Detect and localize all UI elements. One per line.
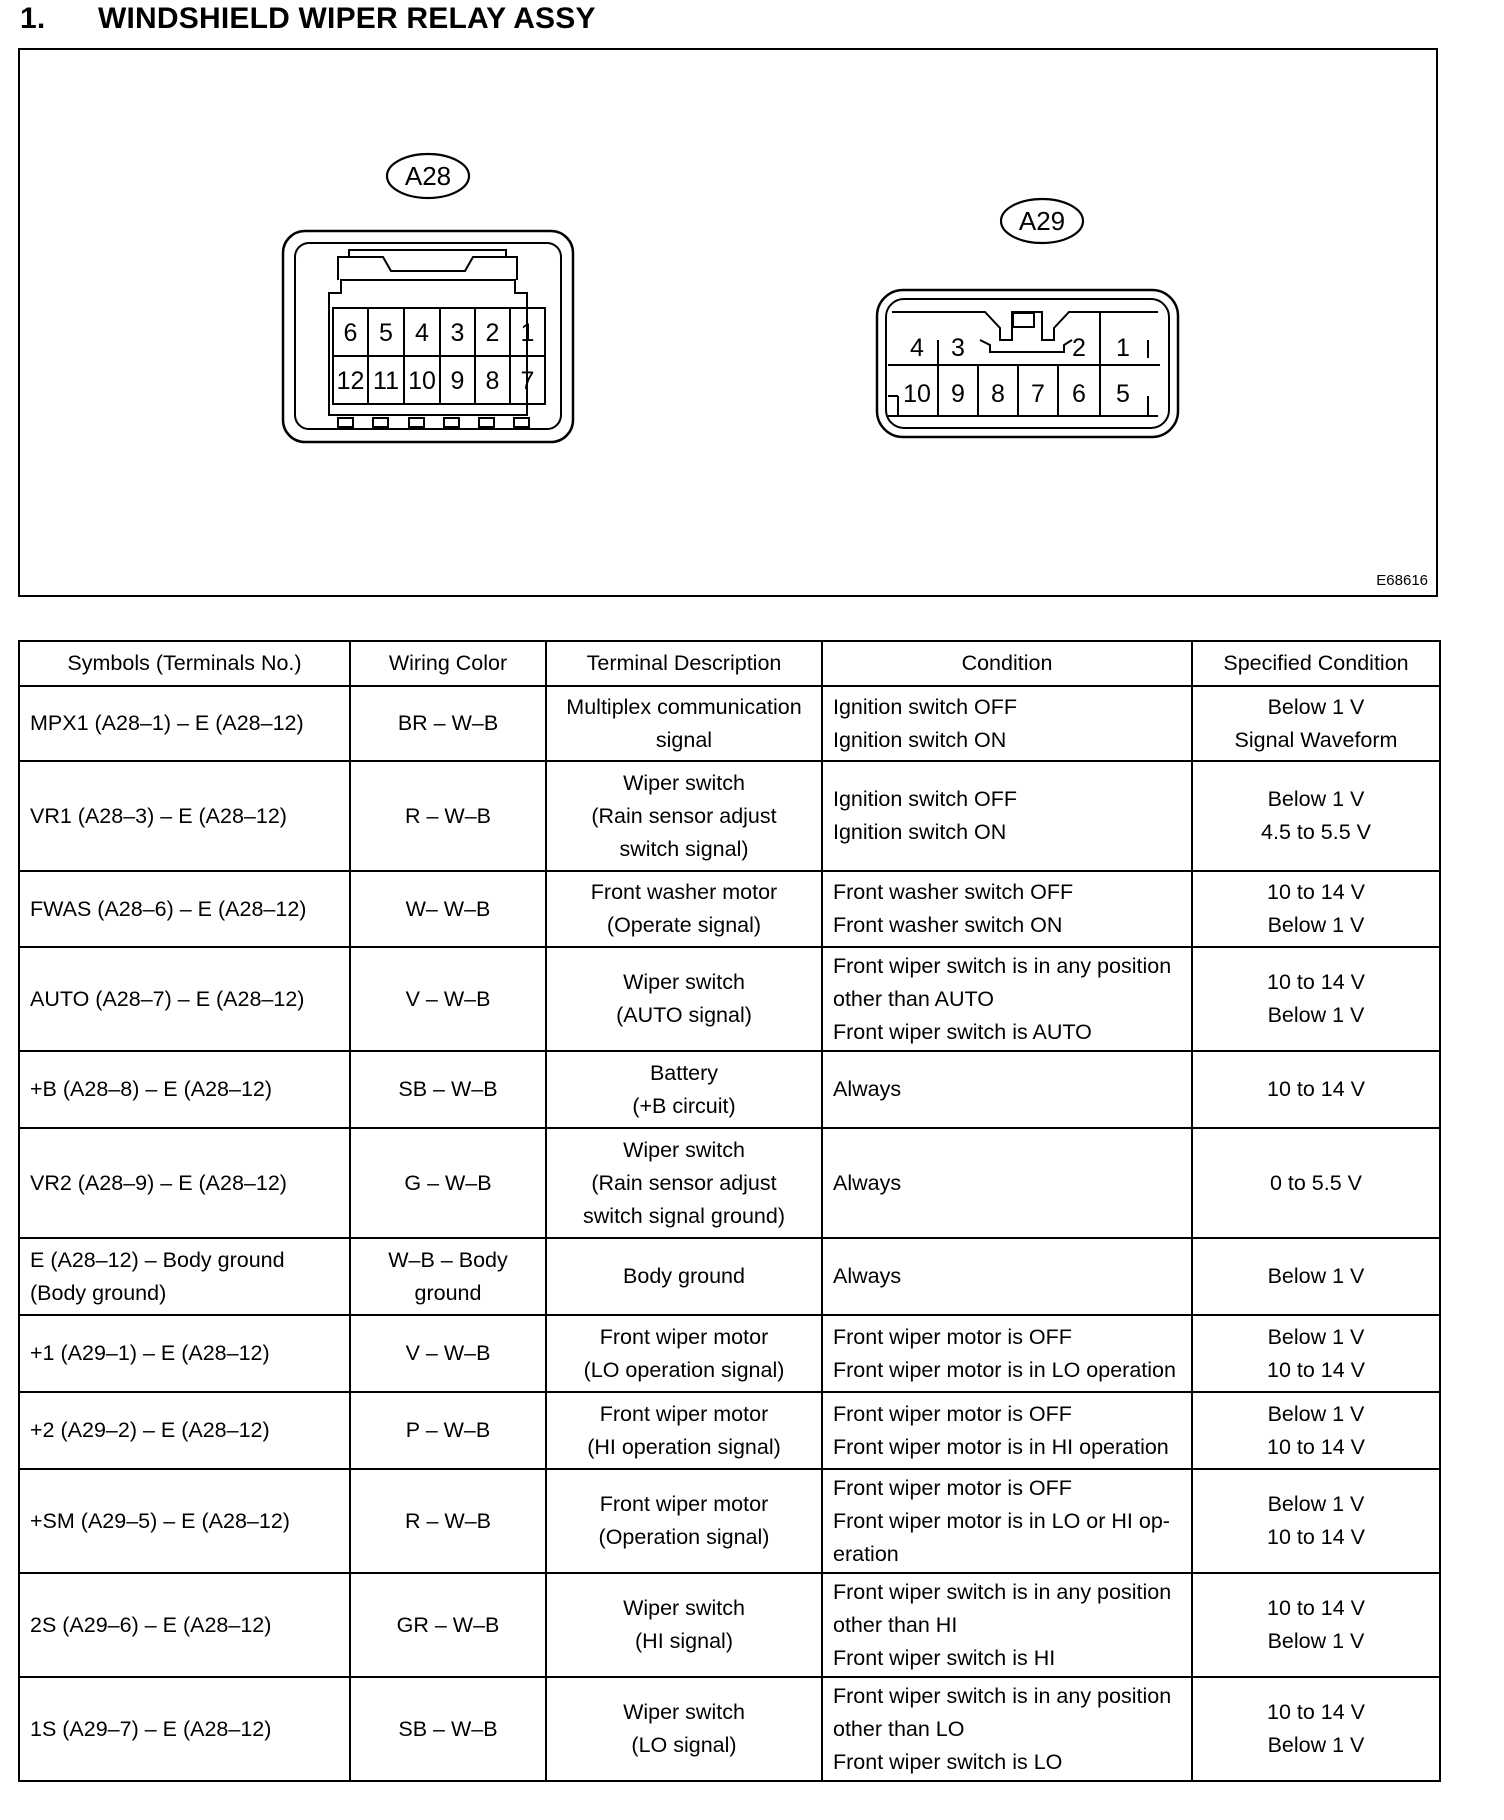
symbol-cell [19, 1677, 350, 1781]
symbol-cell-line: VR1 (A28–3) – E (A28–12) [30, 803, 287, 828]
symbol-cell-line: +1 (A29–1) – E (A28–12) [30, 1341, 270, 1365]
wiring-color-cell [350, 871, 546, 947]
wiring-color-cell-line: G – W–B [404, 1170, 492, 1195]
wiring-color-cell [350, 1315, 546, 1392]
symbol-cell-line: 1S (A29–7) – E (A28–12) [30, 1716, 272, 1741]
pin-label: 3 [450, 319, 465, 347]
description-cell-line: switch signal ground) [583, 1203, 785, 1228]
table-row [19, 1392, 1440, 1469]
specified-condition-cell [1192, 1677, 1440, 1781]
table-row [19, 1573, 1440, 1677]
symbol-cell [19, 761, 350, 871]
condition-cell-line: Front wiper motor is in HI operation [833, 1434, 1169, 1459]
specified-condition-cell-line: Below 1 V [1267, 1003, 1365, 1027]
symbol-cell-line: MPX1 (A28–1) – E (A28–12) [30, 711, 304, 735]
specified-condition-cell-line: Below 1 V [1267, 1733, 1365, 1757]
description-cell-line: (LO signal) [631, 1733, 737, 1757]
specified-condition-cell [1192, 1051, 1440, 1128]
condition-cell-line: Front washer switch OFF [833, 880, 1074, 904]
connector-drawing [20, 50, 1440, 599]
table-row [19, 1315, 1440, 1392]
wiring-color-cell [350, 1677, 546, 1781]
specified-condition-cell-line: Below 1 V [1267, 1629, 1365, 1653]
condition-cell-line: Front wiper motor is OFF [833, 1475, 1072, 1500]
table-row [19, 1051, 1440, 1128]
specified-condition-cell-line: Below 1 V [1267, 1264, 1365, 1288]
description-cell-line: (Operation signal) [598, 1525, 770, 1549]
condition-cell-line: Ignition switch ON [833, 727, 1007, 752]
figure-id: E68616 [1376, 572, 1428, 589]
condition-cell-line: Ignition switch ON [833, 820, 1007, 844]
condition-cell [822, 1238, 1192, 1315]
specified-condition-cell-line: Below 1 V [1267, 694, 1365, 719]
symbol-cell [19, 1469, 350, 1573]
description-cell [546, 1573, 822, 1677]
pin-label: 12 [336, 367, 365, 395]
wiring-color-cell-line: R – W–B [404, 1508, 492, 1533]
table-row [19, 947, 1440, 1051]
condition-cell [822, 871, 1192, 947]
table-row [19, 1238, 1440, 1315]
section-heading [20, 2, 596, 36]
condition-cell-line: Front wiper switch is in any position [833, 1683, 1172, 1708]
description-cell-line: (Operate signal) [606, 913, 762, 937]
specified-condition-cell-line: Below 1 V [1267, 1401, 1365, 1426]
pin-label: 5 [1116, 380, 1130, 408]
condition-cell [822, 1469, 1192, 1573]
condition-cell-line: Front wiper switch is AUTO [833, 1019, 1092, 1044]
table-row [19, 1128, 1440, 1238]
condition-cell-line: other than AUTO [833, 986, 994, 1011]
condition-cell-line: Front wiper motor is in LO operation [833, 1357, 1176, 1382]
condition-cell-line: Front wiper motor is OFF [833, 1401, 1072, 1426]
description-cell-line: Front washer motor [590, 880, 778, 904]
pin-label: 1 [520, 319, 535, 347]
wiring-color-cell [350, 761, 546, 871]
description-cell-line: switch signal) [619, 836, 749, 861]
description-cell [546, 761, 822, 871]
condition-cell-line: Front wiper motor is in LO or HI op- [833, 1508, 1170, 1533]
specified-condition-cell-line: 10 to 14 V [1266, 1434, 1366, 1459]
specified-condition-cell [1192, 871, 1440, 947]
header-symbols: Symbols (Terminals No.) [19, 641, 350, 686]
pin-label: 10 [903, 380, 931, 408]
description-cell [546, 871, 822, 947]
specified-condition-cell [1192, 1128, 1440, 1238]
specified-condition-cell-line: Below 1 V [1267, 1492, 1365, 1516]
header-wiring-color: Wiring Color [350, 641, 546, 686]
condition-cell-line: Front wiper switch is LO [833, 1749, 1063, 1774]
specified-condition-cell [1192, 1238, 1440, 1315]
condition-cell-line: Front wiper switch is in any position [833, 1579, 1172, 1604]
specified-condition-cell-line: 10 to 14 V [1266, 1077, 1366, 1101]
condition-cell [822, 947, 1192, 1051]
table-row [19, 686, 1440, 761]
description-cell [546, 1238, 822, 1315]
pin-label: 7 [1031, 380, 1045, 408]
specified-condition-cell-line: 10 to 14 V [1266, 1357, 1366, 1382]
wiring-color-cell [350, 1469, 546, 1573]
condition-cell-line: Always [833, 1170, 902, 1195]
condition-cell-line: Front wiper switch is in any position [833, 953, 1172, 978]
symbol-cell-line: E (A28–12) – Body ground [30, 1247, 285, 1272]
symbol-cell-line: VR2 (A28–9) – E (A28–12) [30, 1170, 287, 1195]
description-cell [546, 947, 822, 1051]
symbol-cell [19, 1051, 350, 1128]
condition-cell [822, 1392, 1192, 1469]
description-cell [546, 1051, 822, 1128]
description-cell-line: Front wiper motor [599, 1492, 769, 1516]
symbol-cell-line: +SM (A29–5) – E (A28–12) [30, 1508, 290, 1533]
wiring-color-cell-line: P – W–B [405, 1418, 491, 1442]
table-row [19, 761, 1440, 871]
symbol-cell [19, 871, 350, 947]
condition-cell-line: other than LO [833, 1716, 965, 1741]
symbol-cell-line: (Body ground) [30, 1280, 167, 1305]
wiring-color-cell-line: SB – W–B [398, 1077, 498, 1101]
wiring-color-cell-line: GR – W–B [396, 1612, 500, 1637]
description-cell-line: (+B circuit) [632, 1093, 736, 1118]
description-cell-line: (HI operation signal) [587, 1434, 781, 1459]
condition-cell-line: Front wiper switch is HI [833, 1645, 1056, 1670]
specified-condition-cell [1192, 686, 1440, 761]
wiring-color-cell-line: R – W–B [404, 803, 492, 828]
wiring-color-cell-line: V – W–B [405, 986, 491, 1011]
specified-condition-cell-line: Below 1 V [1267, 787, 1365, 811]
specified-condition-cell [1192, 1392, 1440, 1469]
specified-condition-cell-line: Signal Waveform [1234, 727, 1398, 752]
pin-label: 6 [343, 319, 358, 347]
wiring-color-cell [350, 1128, 546, 1238]
condition-cell-line: Front wiper motor is OFF [833, 1324, 1072, 1349]
description-cell [546, 1469, 822, 1573]
table-row [19, 1469, 1440, 1573]
symbol-cell [19, 686, 350, 761]
pin-label: 9 [450, 367, 465, 395]
wiring-color-cell [350, 947, 546, 1051]
connector-a28 [283, 231, 573, 442]
specified-condition-cell-line: 10 to 14 V [1266, 970, 1366, 994]
terminal-spec-table [18, 640, 1441, 1782]
symbol-cell-line: FWAS (A28–6) – E (A28–12) [30, 896, 307, 921]
condition-cell-line: eration [833, 1541, 899, 1566]
header-condition: Condition [822, 641, 1192, 686]
header-terminal-description: Terminal Description [546, 641, 822, 686]
table-row [19, 871, 1440, 947]
specified-condition-cell-line: Below 1 V [1267, 913, 1365, 937]
wiring-color-cell [350, 1392, 546, 1469]
condition-cell [822, 1315, 1192, 1392]
pin-label: 11 [373, 367, 399, 395]
description-cell-line: (Rain sensor adjust [591, 803, 777, 828]
symbol-cell [19, 1392, 350, 1469]
description-cell-line: Wiper switch [623, 1596, 745, 1620]
description-cell-line: Multiplex communication [566, 694, 802, 719]
pin-label: 4 [910, 334, 924, 362]
connector-diagram [18, 48, 1438, 597]
description-cell-line: (AUTO signal) [616, 1003, 752, 1027]
section-title: WINDSHIELD WIPER RELAY ASSY [98, 2, 596, 35]
specified-condition-cell [1192, 1573, 1440, 1677]
symbol-cell [19, 1128, 350, 1238]
wiring-color-cell-line: BR – W–B [397, 711, 499, 735]
description-cell-line: (Rain sensor adjust [591, 1170, 777, 1195]
wiring-color-cell-line: ground [414, 1280, 482, 1305]
condition-cell [822, 1573, 1192, 1677]
wiring-color-cell [350, 1051, 546, 1128]
description-cell [546, 686, 822, 761]
pin-label: 2 [485, 319, 500, 347]
description-cell-line: Wiper switch [623, 1700, 745, 1724]
specified-condition-cell-line: 10 to 14 V [1266, 1525, 1366, 1549]
specified-condition-cell [1192, 1315, 1440, 1392]
wiring-color-cell-line: SB – W–B [398, 1716, 498, 1741]
symbol-cell-line: AUTO (A28–7) – E (A28–12) [30, 986, 305, 1011]
pin-label: 8 [485, 367, 500, 395]
pin-label: 2 [1072, 334, 1086, 362]
specified-condition-cell-line: 10 to 14 V [1266, 1700, 1366, 1724]
pin-label: 10 [408, 367, 436, 395]
description-cell-line: signal [655, 727, 713, 752]
symbol-cell [19, 1238, 350, 1315]
condition-cell-line: Always [833, 1077, 902, 1101]
description-cell [546, 1128, 822, 1238]
description-cell-line: Wiper switch [623, 1137, 745, 1162]
symbol-cell [19, 947, 350, 1051]
specified-condition-cell-line: Below 1 V [1267, 1324, 1365, 1349]
condition-cell [822, 1128, 1192, 1238]
section-number: 1. [20, 2, 46, 35]
specified-condition-cell-line: 10 to 14 V [1266, 1596, 1366, 1620]
pin-label: 6 [1072, 380, 1086, 408]
symbol-cell [19, 1573, 350, 1677]
wiring-color-cell-line: V – W–B [405, 1341, 491, 1365]
description-cell [546, 1677, 822, 1781]
condition-cell [822, 1677, 1192, 1781]
pin-label: 5 [379, 319, 393, 347]
wiring-color-cell [350, 1573, 546, 1677]
wiring-color-cell [350, 1238, 546, 1315]
condition-cell [822, 686, 1192, 761]
description-cell [546, 1392, 822, 1469]
table-header-row [19, 641, 1440, 686]
pin-label: 8 [991, 380, 1005, 408]
wiring-color-cell-line: W–B – Body [388, 1247, 508, 1272]
description-cell-line: Body ground [623, 1264, 745, 1288]
description-cell [546, 1315, 822, 1392]
description-cell-line: Front wiper motor [599, 1401, 769, 1426]
wiring-color-cell [350, 686, 546, 761]
header-specified-condition: Specified Condition [1192, 641, 1440, 686]
specified-condition-cell-line: 0 to 5.5 V [1269, 1170, 1363, 1195]
wiring-color-cell-line: W– W–B [405, 896, 491, 921]
pin-label: 9 [951, 380, 965, 408]
specified-condition-cell-line: 4.5 to 5.5 V [1261, 820, 1371, 844]
specified-condition-cell [1192, 761, 1440, 871]
description-cell-line: Front wiper motor [599, 1324, 769, 1349]
pin-label: 4 [415, 319, 429, 347]
condition-cell [822, 1051, 1192, 1128]
condition-cell-line: Front washer switch ON [833, 913, 1063, 937]
a29-label: A29 [1018, 206, 1066, 236]
condition-cell-line: Ignition switch OFF [833, 694, 1017, 719]
condition-cell-line: Always [833, 1264, 902, 1288]
condition-cell-line: Ignition switch OFF [833, 787, 1017, 811]
table-row [19, 1677, 1440, 1781]
symbol-cell-line: 2S (A29–6) – E (A28–12) [30, 1612, 272, 1637]
condition-cell [822, 761, 1192, 871]
symbol-cell [19, 1315, 350, 1392]
description-cell-line: (LO operation signal) [583, 1357, 785, 1382]
pin-label: 3 [951, 334, 965, 362]
condition-cell-line: other than HI [833, 1612, 958, 1637]
symbol-cell-line: +B (A28–8) – E (A28–12) [30, 1077, 273, 1101]
symbol-cell-line: +2 (A29–2) – E (A28–12) [30, 1418, 270, 1442]
connector-a29 [877, 290, 1178, 437]
description-cell-line: Wiper switch [623, 970, 745, 994]
description-cell-line: (HI signal) [635, 1629, 733, 1653]
description-cell-line: Wiper switch [623, 770, 745, 795]
specified-condition-cell [1192, 947, 1440, 1051]
pin-label: 1 [1116, 334, 1130, 362]
pin-label: 7 [520, 367, 535, 395]
a28-label: A28 [404, 161, 452, 191]
description-cell-line: Battery [649, 1060, 719, 1085]
specified-condition-cell-line: 10 to 14 V [1266, 880, 1366, 904]
specified-condition-cell [1192, 1469, 1440, 1573]
